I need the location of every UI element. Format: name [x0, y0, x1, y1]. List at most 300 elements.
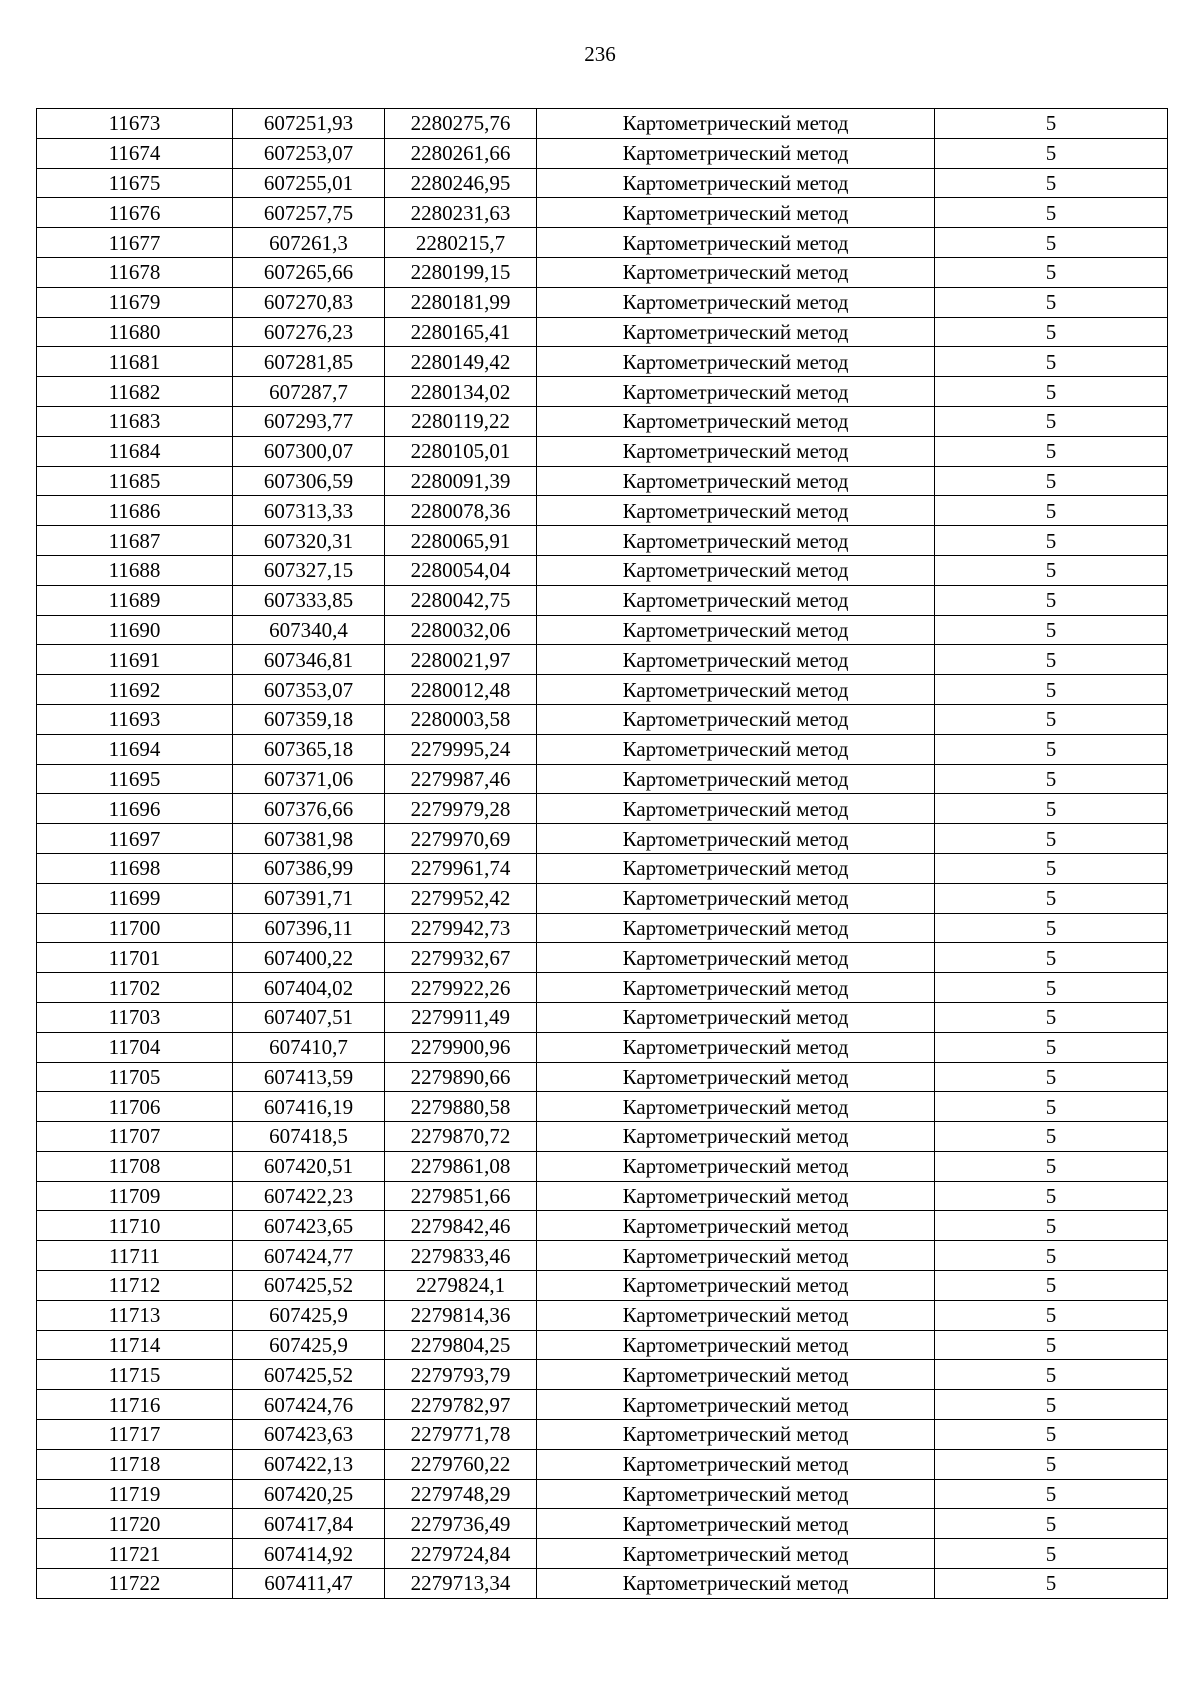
accuracy-cell: 5 — [935, 883, 1168, 913]
method-cell: Картометрический метод — [537, 1271, 935, 1301]
x-coordinate-cell: 607300,07 — [233, 436, 385, 466]
table-row — [37, 913, 1168, 943]
y-coordinate-cell: 2279793,79 — [385, 1360, 537, 1390]
y-coordinate-cell: 2279724,84 — [385, 1539, 537, 1569]
point-number-cell: 11709 — [37, 1181, 233, 1211]
point-number-cell: 11686 — [37, 496, 233, 526]
x-coordinate-cell: 607253,07 — [233, 138, 385, 168]
point-number-cell: 11690 — [37, 615, 233, 645]
table-row — [37, 734, 1168, 764]
table-row — [37, 1181, 1168, 1211]
method-cell: Картометрический метод — [537, 1122, 935, 1152]
table-row — [37, 228, 1168, 258]
y-coordinate-cell: 2279760,22 — [385, 1449, 537, 1479]
x-coordinate-cell: 607320,31 — [233, 526, 385, 556]
point-number-cell: 11715 — [37, 1360, 233, 1390]
y-coordinate-cell: 2279880,58 — [385, 1092, 537, 1122]
accuracy-cell: 5 — [935, 1241, 1168, 1271]
accuracy-cell: 5 — [935, 377, 1168, 407]
point-number-cell: 11722 — [37, 1569, 233, 1599]
point-number-cell: 11683 — [37, 406, 233, 436]
accuracy-cell: 5 — [935, 347, 1168, 377]
accuracy-cell: 5 — [935, 1271, 1168, 1301]
y-coordinate-cell: 2280065,91 — [385, 526, 537, 556]
table-row — [37, 675, 1168, 705]
point-number-cell: 11710 — [37, 1211, 233, 1241]
table-row — [37, 1360, 1168, 1390]
y-coordinate-cell: 2280054,04 — [385, 555, 537, 585]
table-row — [37, 109, 1168, 139]
x-coordinate-cell: 607251,93 — [233, 109, 385, 139]
method-cell: Картометрический метод — [537, 466, 935, 496]
method-cell: Картометрический метод — [537, 645, 935, 675]
table-row — [37, 704, 1168, 734]
accuracy-cell: 5 — [935, 675, 1168, 705]
y-coordinate-cell: 2280149,42 — [385, 347, 537, 377]
table-row — [37, 794, 1168, 824]
x-coordinate-cell: 607400,22 — [233, 943, 385, 973]
table-row — [37, 287, 1168, 317]
method-cell: Картометрический метод — [537, 1211, 935, 1241]
method-cell: Картометрический метод — [537, 287, 935, 317]
table-row — [37, 1241, 1168, 1271]
x-coordinate-cell: 607353,07 — [233, 675, 385, 705]
accuracy-cell: 5 — [935, 1211, 1168, 1241]
point-number-cell: 11696 — [37, 794, 233, 824]
x-coordinate-cell: 607425,52 — [233, 1360, 385, 1390]
accuracy-cell: 5 — [935, 704, 1168, 734]
y-coordinate-cell: 2279851,66 — [385, 1181, 537, 1211]
method-cell: Картометрический метод — [537, 1569, 935, 1599]
x-coordinate-cell: 607265,66 — [233, 257, 385, 287]
y-coordinate-cell: 2279748,29 — [385, 1479, 537, 1509]
point-number-cell: 11716 — [37, 1390, 233, 1420]
method-cell: Картометрический метод — [537, 138, 935, 168]
point-number-cell: 11675 — [37, 168, 233, 198]
accuracy-cell: 5 — [935, 466, 1168, 496]
x-coordinate-cell: 607255,01 — [233, 168, 385, 198]
x-coordinate-cell: 607425,9 — [233, 1300, 385, 1330]
y-coordinate-cell: 2279782,97 — [385, 1390, 537, 1420]
accuracy-cell: 5 — [935, 645, 1168, 675]
accuracy-cell: 5 — [935, 436, 1168, 466]
point-number-cell: 11689 — [37, 585, 233, 615]
x-coordinate-cell: 607359,18 — [233, 704, 385, 734]
table-row — [37, 436, 1168, 466]
accuracy-cell: 5 — [935, 1032, 1168, 1062]
table-row — [37, 1062, 1168, 1092]
accuracy-cell: 5 — [935, 1449, 1168, 1479]
accuracy-cell: 5 — [935, 1181, 1168, 1211]
point-number-cell: 11681 — [37, 347, 233, 377]
y-coordinate-cell: 2279922,26 — [385, 973, 537, 1003]
x-coordinate-cell: 607381,98 — [233, 824, 385, 854]
table-row — [37, 347, 1168, 377]
table-row — [37, 168, 1168, 198]
y-coordinate-cell: 2280032,06 — [385, 615, 537, 645]
accuracy-cell: 5 — [935, 1002, 1168, 1032]
point-number-cell: 11685 — [37, 466, 233, 496]
method-cell: Картометрический метод — [537, 1539, 935, 1569]
table-row — [37, 585, 1168, 615]
point-number-cell: 11676 — [37, 198, 233, 228]
point-number-cell: 11677 — [37, 228, 233, 258]
x-coordinate-cell: 607396,11 — [233, 913, 385, 943]
table-row — [37, 1330, 1168, 1360]
table-row — [37, 824, 1168, 854]
point-number-cell: 11674 — [37, 138, 233, 168]
x-coordinate-cell: 607327,15 — [233, 555, 385, 585]
x-coordinate-cell: 607313,33 — [233, 496, 385, 526]
method-cell: Картометрический метод — [537, 1360, 935, 1390]
method-cell: Картометрический метод — [537, 109, 935, 139]
y-coordinate-cell: 2279736,49 — [385, 1509, 537, 1539]
method-cell: Картометрический метод — [537, 1509, 935, 1539]
table-row — [37, 138, 1168, 168]
x-coordinate-cell: 607414,92 — [233, 1539, 385, 1569]
method-cell: Картометрический метод — [537, 675, 935, 705]
point-number-cell: 11721 — [37, 1539, 233, 1569]
point-number-cell: 11684 — [37, 436, 233, 466]
point-number-cell: 11678 — [37, 257, 233, 287]
method-cell: Картометрический метод — [537, 1449, 935, 1479]
point-number-cell: 11704 — [37, 1032, 233, 1062]
accuracy-cell: 5 — [935, 1300, 1168, 1330]
y-coordinate-cell: 2280021,97 — [385, 645, 537, 675]
method-cell: Картометрический метод — [537, 496, 935, 526]
method-cell: Картометрический метод — [537, 615, 935, 645]
accuracy-cell: 5 — [935, 973, 1168, 1003]
method-cell: Картометрический метод — [537, 824, 935, 854]
x-coordinate-cell: 607423,65 — [233, 1211, 385, 1241]
method-cell: Картометрический метод — [537, 228, 935, 258]
method-cell: Картометрический метод — [537, 883, 935, 913]
coordinates-table — [36, 108, 1168, 1599]
y-coordinate-cell: 2280003,58 — [385, 704, 537, 734]
accuracy-cell: 5 — [935, 526, 1168, 556]
table-row — [37, 1420, 1168, 1450]
accuracy-cell: 5 — [935, 287, 1168, 317]
y-coordinate-cell: 2280012,48 — [385, 675, 537, 705]
accuracy-cell: 5 — [935, 913, 1168, 943]
page-number: 236 — [584, 42, 616, 66]
y-coordinate-cell: 2280165,41 — [385, 317, 537, 347]
y-coordinate-cell: 2279814,36 — [385, 1300, 537, 1330]
table-row — [37, 764, 1168, 794]
x-coordinate-cell: 607270,83 — [233, 287, 385, 317]
y-coordinate-cell: 2280078,36 — [385, 496, 537, 526]
point-number-cell: 11713 — [37, 1300, 233, 1330]
method-cell: Картометрический метод — [537, 1390, 935, 1420]
point-number-cell: 11673 — [37, 109, 233, 139]
x-coordinate-cell: 607376,66 — [233, 794, 385, 824]
method-cell: Картометрический метод — [537, 526, 935, 556]
table-row — [37, 496, 1168, 526]
method-cell: Картометрический метод — [537, 436, 935, 466]
table-row — [37, 1449, 1168, 1479]
accuracy-cell: 5 — [935, 228, 1168, 258]
x-coordinate-cell: 607386,99 — [233, 853, 385, 883]
accuracy-cell: 5 — [935, 585, 1168, 615]
x-coordinate-cell: 607371,06 — [233, 764, 385, 794]
x-coordinate-cell: 607420,51 — [233, 1151, 385, 1181]
method-cell: Картометрический метод — [537, 406, 935, 436]
y-coordinate-cell: 2279861,08 — [385, 1151, 537, 1181]
table-row — [37, 853, 1168, 883]
method-cell: Картометрический метод — [537, 1330, 935, 1360]
x-coordinate-cell: 607306,59 — [233, 466, 385, 496]
point-number-cell: 11682 — [37, 377, 233, 407]
table-row — [37, 1032, 1168, 1062]
method-cell: Картометрический метод — [537, 585, 935, 615]
point-number-cell: 11705 — [37, 1062, 233, 1092]
x-coordinate-cell: 607276,23 — [233, 317, 385, 347]
x-coordinate-cell: 607346,81 — [233, 645, 385, 675]
table-row — [37, 555, 1168, 585]
y-coordinate-cell: 2279804,25 — [385, 1330, 537, 1360]
accuracy-cell: 5 — [935, 1539, 1168, 1569]
accuracy-cell: 5 — [935, 317, 1168, 347]
x-coordinate-cell: 607287,7 — [233, 377, 385, 407]
x-coordinate-cell: 607416,19 — [233, 1092, 385, 1122]
method-cell: Картометрический метод — [537, 734, 935, 764]
table-row — [37, 615, 1168, 645]
point-number-cell: 11711 — [37, 1241, 233, 1271]
x-coordinate-cell: 607333,85 — [233, 585, 385, 615]
accuracy-cell: 5 — [935, 496, 1168, 526]
point-number-cell: 11697 — [37, 824, 233, 854]
y-coordinate-cell: 2279842,46 — [385, 1211, 537, 1241]
accuracy-cell: 5 — [935, 1122, 1168, 1152]
accuracy-cell: 5 — [935, 1479, 1168, 1509]
table-row — [37, 645, 1168, 675]
table-row — [37, 466, 1168, 496]
accuracy-cell: 5 — [935, 794, 1168, 824]
x-coordinate-cell: 607424,76 — [233, 1390, 385, 1420]
accuracy-cell: 5 — [935, 109, 1168, 139]
x-coordinate-cell: 607425,52 — [233, 1271, 385, 1301]
accuracy-cell: 5 — [935, 1509, 1168, 1539]
accuracy-cell: 5 — [935, 1092, 1168, 1122]
point-number-cell: 11698 — [37, 853, 233, 883]
point-number-cell: 11703 — [37, 1002, 233, 1032]
accuracy-cell: 5 — [935, 198, 1168, 228]
point-number-cell: 11714 — [37, 1330, 233, 1360]
table-row — [37, 1509, 1168, 1539]
y-coordinate-cell: 2279870,72 — [385, 1122, 537, 1152]
table-row — [37, 526, 1168, 556]
y-coordinate-cell: 2280231,63 — [385, 198, 537, 228]
x-coordinate-cell: 607281,85 — [233, 347, 385, 377]
y-coordinate-cell: 2280105,01 — [385, 436, 537, 466]
accuracy-cell: 5 — [935, 1569, 1168, 1599]
point-number-cell: 11700 — [37, 913, 233, 943]
point-number-cell: 11701 — [37, 943, 233, 973]
x-coordinate-cell: 607404,02 — [233, 973, 385, 1003]
table-row — [37, 1271, 1168, 1301]
table-row — [37, 1002, 1168, 1032]
point-number-cell: 11692 — [37, 675, 233, 705]
method-cell: Картометрический метод — [537, 794, 935, 824]
x-coordinate-cell: 607413,59 — [233, 1062, 385, 1092]
y-coordinate-cell: 2279833,46 — [385, 1241, 537, 1271]
method-cell: Картометрический метод — [537, 943, 935, 973]
table-row — [37, 317, 1168, 347]
accuracy-cell: 5 — [935, 1062, 1168, 1092]
method-cell: Картометрический метод — [537, 913, 935, 943]
table-row — [37, 1300, 1168, 1330]
x-coordinate-cell: 607425,9 — [233, 1330, 385, 1360]
y-coordinate-cell: 2279911,49 — [385, 1002, 537, 1032]
table-row — [37, 883, 1168, 913]
accuracy-cell: 5 — [935, 1151, 1168, 1181]
accuracy-cell: 5 — [935, 555, 1168, 585]
point-number-cell: 11720 — [37, 1509, 233, 1539]
point-number-cell: 11693 — [37, 704, 233, 734]
point-number-cell: 11695 — [37, 764, 233, 794]
y-coordinate-cell: 2280199,15 — [385, 257, 537, 287]
x-coordinate-cell: 607407,51 — [233, 1002, 385, 1032]
y-coordinate-cell: 2279771,78 — [385, 1420, 537, 1450]
point-number-cell: 11694 — [37, 734, 233, 764]
accuracy-cell: 5 — [935, 406, 1168, 436]
accuracy-cell: 5 — [935, 138, 1168, 168]
point-number-cell: 11718 — [37, 1449, 233, 1479]
x-coordinate-cell: 607293,77 — [233, 406, 385, 436]
x-coordinate-cell: 607423,63 — [233, 1420, 385, 1450]
table-row — [37, 973, 1168, 1003]
accuracy-cell: 5 — [935, 168, 1168, 198]
x-coordinate-cell: 607410,7 — [233, 1032, 385, 1062]
x-coordinate-cell: 607417,84 — [233, 1509, 385, 1539]
y-coordinate-cell: 2280261,66 — [385, 138, 537, 168]
table-row — [37, 1539, 1168, 1569]
y-coordinate-cell: 2279961,74 — [385, 853, 537, 883]
method-cell: Картометрический метод — [537, 1092, 935, 1122]
method-cell: Картометрический метод — [537, 1062, 935, 1092]
x-coordinate-cell: 607340,4 — [233, 615, 385, 645]
point-number-cell: 11699 — [37, 883, 233, 913]
point-number-cell: 11712 — [37, 1271, 233, 1301]
x-coordinate-cell: 607422,23 — [233, 1181, 385, 1211]
table-row — [37, 406, 1168, 436]
y-coordinate-cell: 2279900,96 — [385, 1032, 537, 1062]
table-row — [37, 1569, 1168, 1599]
x-coordinate-cell: 607411,47 — [233, 1569, 385, 1599]
table-row — [37, 943, 1168, 973]
table-row — [37, 1479, 1168, 1509]
method-cell: Картометрический метод — [537, 257, 935, 287]
method-cell: Картометрический метод — [537, 1032, 935, 1062]
point-number-cell: 11719 — [37, 1479, 233, 1509]
y-coordinate-cell: 2279987,46 — [385, 764, 537, 794]
method-cell: Картометрический метод — [537, 347, 935, 377]
y-coordinate-cell: 2279942,73 — [385, 913, 537, 943]
y-coordinate-cell: 2279713,34 — [385, 1569, 537, 1599]
accuracy-cell: 5 — [935, 1330, 1168, 1360]
method-cell: Картометрический метод — [537, 1002, 935, 1032]
y-coordinate-cell: 2279890,66 — [385, 1062, 537, 1092]
x-coordinate-cell: 607391,71 — [233, 883, 385, 913]
point-number-cell: 11708 — [37, 1151, 233, 1181]
x-coordinate-cell: 607420,25 — [233, 1479, 385, 1509]
method-cell: Картометрический метод — [537, 973, 935, 1003]
coordinates-table-body — [37, 109, 1168, 1599]
table-row — [37, 1092, 1168, 1122]
accuracy-cell: 5 — [935, 1420, 1168, 1450]
table-row — [37, 377, 1168, 407]
x-coordinate-cell: 607418,5 — [233, 1122, 385, 1152]
method-cell: Картометрический метод — [537, 1151, 935, 1181]
method-cell: Картометрический метод — [537, 198, 935, 228]
y-coordinate-cell: 2279979,28 — [385, 794, 537, 824]
y-coordinate-cell: 2279824,1 — [385, 1271, 537, 1301]
point-number-cell: 11702 — [37, 973, 233, 1003]
method-cell: Картометрический метод — [537, 853, 935, 883]
accuracy-cell: 5 — [935, 824, 1168, 854]
table-row — [37, 1211, 1168, 1241]
method-cell: Картометрический метод — [537, 1420, 935, 1450]
method-cell: Картометрический метод — [537, 377, 935, 407]
accuracy-cell: 5 — [935, 1390, 1168, 1420]
table-row — [37, 1151, 1168, 1181]
accuracy-cell: 5 — [935, 1360, 1168, 1390]
point-number-cell: 11679 — [37, 287, 233, 317]
method-cell: Картометрический метод — [537, 555, 935, 585]
y-coordinate-cell: 2280134,02 — [385, 377, 537, 407]
y-coordinate-cell: 2279952,42 — [385, 883, 537, 913]
x-coordinate-cell: 607422,13 — [233, 1449, 385, 1479]
method-cell: Картометрический метод — [537, 704, 935, 734]
y-coordinate-cell: 2280119,22 — [385, 406, 537, 436]
table-row — [37, 198, 1168, 228]
point-number-cell: 11717 — [37, 1420, 233, 1450]
accuracy-cell: 5 — [935, 615, 1168, 645]
method-cell: Картометрический метод — [537, 1181, 935, 1211]
table-row — [37, 257, 1168, 287]
point-number-cell: 11707 — [37, 1122, 233, 1152]
table-row — [37, 1122, 1168, 1152]
method-cell: Картометрический метод — [537, 1479, 935, 1509]
accuracy-cell: 5 — [935, 943, 1168, 973]
y-coordinate-cell: 2280246,95 — [385, 168, 537, 198]
point-number-cell: 11687 — [37, 526, 233, 556]
accuracy-cell: 5 — [935, 853, 1168, 883]
y-coordinate-cell: 2280275,76 — [385, 109, 537, 139]
accuracy-cell: 5 — [935, 257, 1168, 287]
x-coordinate-cell: 607424,77 — [233, 1241, 385, 1271]
x-coordinate-cell: 607365,18 — [233, 734, 385, 764]
y-coordinate-cell: 2280215,7 — [385, 228, 537, 258]
y-coordinate-cell: 2279932,67 — [385, 943, 537, 973]
y-coordinate-cell: 2279995,24 — [385, 734, 537, 764]
y-coordinate-cell: 2280042,75 — [385, 585, 537, 615]
x-coordinate-cell: 607257,75 — [233, 198, 385, 228]
y-coordinate-cell: 2279970,69 — [385, 824, 537, 854]
x-coordinate-cell: 607261,3 — [233, 228, 385, 258]
accuracy-cell: 5 — [935, 734, 1168, 764]
y-coordinate-cell: 2280181,99 — [385, 287, 537, 317]
method-cell: Картометрический метод — [537, 168, 935, 198]
point-number-cell: 11688 — [37, 555, 233, 585]
point-number-cell: 11706 — [37, 1092, 233, 1122]
method-cell: Картометрический метод — [537, 317, 935, 347]
method-cell: Картометрический метод — [537, 1300, 935, 1330]
point-number-cell: 11691 — [37, 645, 233, 675]
method-cell: Картометрический метод — [537, 1241, 935, 1271]
accuracy-cell: 5 — [935, 764, 1168, 794]
table-row — [37, 1390, 1168, 1420]
